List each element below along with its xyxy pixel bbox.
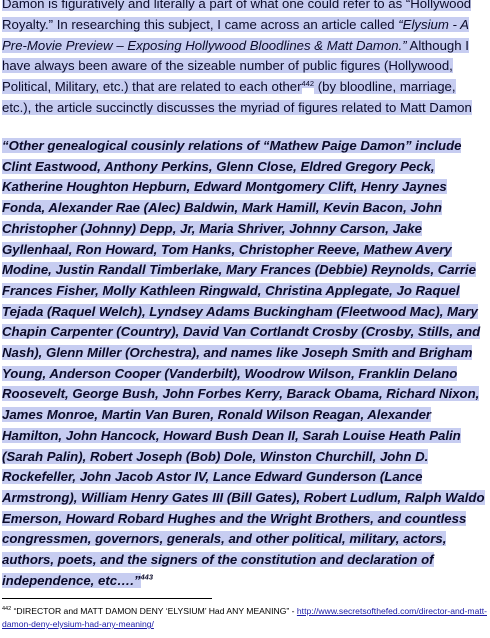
paragraph-sentence: Although I have always been aware of the sizeable number of public figures (Hollywood, Political, Military, etc.) that are related to each other bbox=[2, 37, 469, 95]
footnote-reference[interactable]: 442 bbox=[301, 78, 315, 88]
footnote-link[interactable]: http://www.secretsofthefed.com/director-and-matt-damon-deny-elysium-had-any-meaning/ bbox=[2, 606, 487, 629]
quote-text: “Other genealogical cousinly relations of “Mathew Paige Damon” include Clint Eastwood, Anthony Perkins, Glenn Close, Eldred Gregory Peck, Katherine Houghton Hepburn, Edward Montgomery Clift, Henry Jaynes Fonda, Alexander Rae (Alec) Baldwin, Mark Hamill, Kevin Bacon, John Christopher (Johnny) Depp, Jr, Maria Shriver, Johnny Carson, Jake Gyllenhaal, Ron Howard, Tom Hanks, Christopher Reeve, Mathew Avery Modine, Justin Randall Timberlake, Mary Frances (Debbie) Reynolds, Carrie Frances Fisher, Molly Kathleen Ringwald, Christina Applegate, Jo Raquel Tejada (Raquel Welch), Lyndsey Adams Buckingham (Fleetwood Mac), Mary Chapin Carpenter (Country), David Van Cortlandt Crosby (Crosby, Stills, and Nash), Glenn Miller (Orchestra), and names like Joseph Smith and Brigham Young, Anderson Cooper (Vanderbilt), Woodrow Wilson, Franklin Delano Roosevelt, George Bush, John Forbes Kerry, Barack Obama, Richard Nixon, James Monroe, Martin Van Buren, Ronald Wilson Reagan, Alexander Hamilton, John Hancock, Howard Bush Dean II, Sarah Louise Heath Palin (Sarah Palin), Robert Joseph (Bob) Dole, Winston Churchill, John D. Rockefeller, John Jacob Astor IV, Lance Edward Gunderson (Lance Armstrong), William Henry Gates III (Bill Gates), Robert Ludlum, Ralph Waldo Emerson, Howard Robard Hughes and the Wright Brothers, and countless congressmen, governors, generals, and other political, military, actors, authors, poets, and the signers of the constitution and declaration of independence, etc….” bbox=[2, 138, 485, 588]
paragraph-sentence: Damon is figuratively and literally a part of what one could refer to as “Hollywood Royalty.” In researching this subject, I came across an article called bbox=[2, 0, 471, 32]
footnote-separator bbox=[2, 598, 212, 599]
footnote-text: “DIRECTOR and MATT DAMON DENY ‘ELYSIUM’ Had ANY MEANING” - bbox=[11, 606, 297, 616]
article-title: “Elysium - A Pre-Movie Preview – Exposing Hollywood Bloodlines & Matt Damon.” bbox=[2, 16, 469, 53]
quote-paragraph bbox=[2, 136, 488, 591]
paragraph-sentence: (by bloodline, marriage, etc.), the article succinctly discusses the myriad of figures related to Matt Damon bbox=[2, 79, 472, 115]
body-paragraph bbox=[2, 0, 488, 119]
footnote bbox=[2, 605, 488, 631]
footnote-reference[interactable]: 443 bbox=[140, 572, 154, 582]
footnote-number: 442 bbox=[2, 606, 12, 613]
